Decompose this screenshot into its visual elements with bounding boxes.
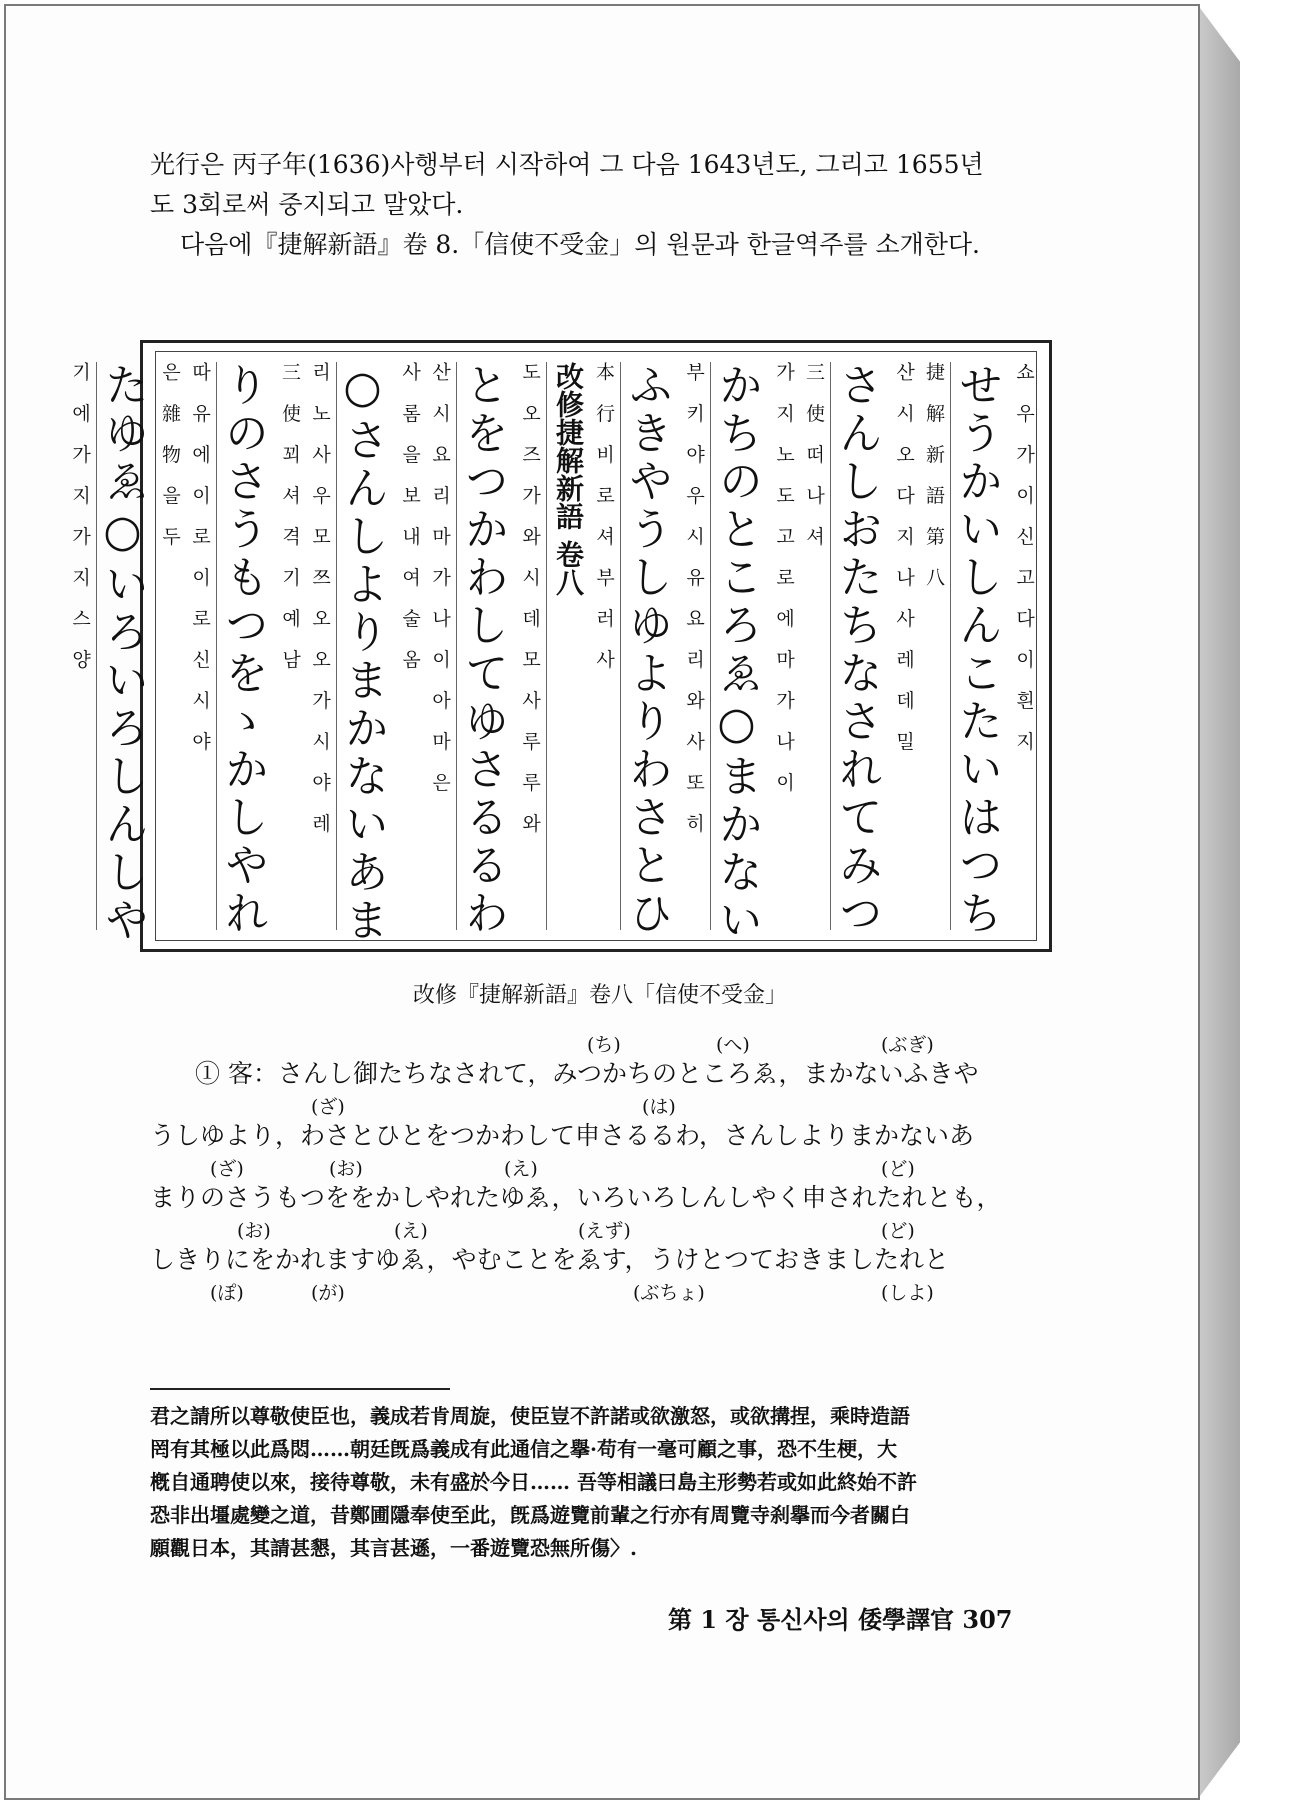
figure-column-5: 三 使 떠 나 셔 — [803, 362, 825, 554]
ruby-annotation: (しよ) — [881, 1282, 934, 1304]
figure-column-2: 捷 解 新 語 第 八 — [923, 362, 945, 595]
column-rule — [336, 362, 337, 930]
figure-frame — [69, 351, 1037, 945]
figure-column-12: 도 오 즈 가 와 시 데 모 사 루 루 와 — [519, 362, 541, 841]
figure-column-17: 리 노 사 우 모 쯔 오 오 가 시 야 레 — [309, 362, 331, 841]
figure-column-4: さんしおたちなされてみつ — [831, 362, 882, 938]
translation-block — [150, 1030, 1070, 1340]
figure-column-1: せうかいしんこたいはつち — [951, 362, 1002, 938]
figure-column-10: 本 行 비 로 셔 부 러 사 — [593, 362, 615, 677]
column-rule — [216, 362, 217, 930]
ruby-annotation: (えず) — [578, 1220, 631, 1242]
footnote-rule — [150, 1388, 450, 1390]
translation-text: うしゆより，わさとひとをつかわして申さるるわ，さんしよりまかないあ — [150, 1121, 975, 1150]
column-rule — [456, 362, 457, 930]
translation-line — [150, 1278, 1070, 1340]
footnote-line: 槪自通聘使以來，接待尊敬，未有盛於今日…… 吾等相議曰島主形勢若或如此終始不許 — [150, 1470, 917, 1494]
footnote-line: 罔有其極以此爲悶……朝廷旣爲義成有此通信之擧·苟有一毫可顧之事，恐不生梗，大 — [150, 1437, 897, 1461]
translation-text: しきりにをかれますゆゑ，やむことをゑす，うけとつておきましたれと — [150, 1245, 950, 1274]
translation-line — [150, 1092, 1070, 1154]
ruby-annotation: (ど) — [881, 1220, 915, 1242]
figure-column-8: 부 키 야 우 시 유 요 리 와 사 또 히 — [683, 362, 705, 841]
figure-column-19: りのさうもつをゝかしやれ — [217, 362, 268, 938]
translation-text: まりのさうもつををかしやれたゆゑ，いろいろしんしやく申されたれとも， — [150, 1183, 1002, 1212]
ruby-annotation: (が) — [311, 1282, 345, 1304]
column-rule — [620, 362, 621, 930]
figure-column-6: 가 지 노 도 고 로 에 마 가 나 이 — [773, 362, 795, 800]
figure-column-18: 三 使 꾀 셔 격 기 예 남 — [279, 362, 301, 677]
translation-text: ① 客：さんし御たちなされて，みつかちのところゑ，まかないふきや — [195, 1059, 979, 1088]
column-rule — [950, 362, 951, 930]
footnote-line: 恐非出壃處變之道，昔鄭圃隱奉使至此，旣爲遊覽前輩之行亦有周覽寺刹擧而今者關白 — [150, 1503, 910, 1527]
intro-line-2: 도 3회로써 중지되고 말았다. — [150, 190, 464, 219]
figure-column-21: 은 雜 物 을 두 — [159, 362, 181, 554]
figure-column-3: 산 시 오 다 지 나 사 레 데 밀 — [893, 362, 915, 759]
column-rule — [546, 362, 547, 930]
figure-column-0: 쇼 우 가 이 신 고 다 이 흰 지 — [1013, 362, 1035, 759]
figure-column-11: 改修捷解新語 卷八 — [552, 362, 585, 596]
column-rule — [830, 362, 831, 930]
ruby-annotation: (お) — [237, 1220, 271, 1242]
intro-paragraph — [150, 145, 1070, 265]
figure-column-22: たゆゑ○いろいろしんしや — [97, 362, 148, 945]
translation-line — [150, 1030, 1070, 1092]
ruby-annotation: (え) — [504, 1158, 538, 1180]
ruby-annotation: (は) — [642, 1096, 676, 1118]
footnote-block — [150, 1400, 1080, 1565]
ruby-annotation: (ぶちょ) — [633, 1282, 705, 1304]
figure-column-7: かちのところゑ○まかない — [711, 362, 762, 945]
figure-column-14: 산 시 요 리 마 가 나 이 아 마 은 — [429, 362, 451, 800]
figure-column-13: とをつかわしてゆさるるわ — [457, 362, 508, 938]
column-rule — [710, 362, 711, 930]
ruby-annotation: (ぶぎ) — [881, 1034, 934, 1056]
ruby-annotation: (ど) — [881, 1158, 915, 1180]
ruby-annotation: (お) — [329, 1158, 363, 1180]
footnote-line: 願觀日本，其請甚懇，其言甚遜，一番遊覽恐無所傷〉. — [150, 1536, 637, 1560]
figure-column-16: ○さんしよりまかないあま — [337, 362, 388, 945]
figure-column-9: ふきやうしゆよりわさとひ — [621, 362, 672, 938]
figure-column-20: 따 유 에 이 로 이 로 신 시 야 — [189, 362, 211, 759]
intro-line-3: 다음에『捷解新語』卷 8.「信使不受金」의 원문과 한글역주를 소개한다. — [180, 230, 980, 259]
intro-line-1: 光行은 丙子年(1636)사행부터 시작하여 그 다음 1643년도, 그리고 1655년 — [150, 150, 984, 179]
ruby-annotation: (ざ) — [210, 1158, 244, 1180]
translation-line — [150, 1216, 1070, 1278]
figure-caption: 改修『捷解新語』卷八「信使不受金」 — [412, 983, 787, 1008]
page-edge — [1200, 8, 1240, 1796]
ruby-annotation: (え) — [394, 1220, 428, 1242]
footnote-line: 君之請所以尊敬使臣也，義成若肯周旋，使臣豈不許諾或欲激怒，或欲搆捏，乘時造語 — [150, 1404, 910, 1428]
figure-column-23: 기 에 가 지 가 지 스 양 — [69, 362, 91, 677]
woodblock-figure — [69, 340, 1052, 952]
ruby-annotation: (へ) — [716, 1034, 750, 1056]
figure-column-15: 사 롬 을 보 내 여 술 옴 — [399, 362, 421, 677]
running-head: 第 1 장 통신사의 倭學譯官 307 — [668, 1605, 1013, 1634]
column-rule — [96, 362, 97, 930]
ruby-annotation: (ち) — [587, 1034, 621, 1056]
ruby-annotation: (ざ) — [311, 1096, 345, 1118]
ruby-annotation: (ぽ) — [210, 1282, 244, 1304]
translation-line — [150, 1154, 1070, 1216]
